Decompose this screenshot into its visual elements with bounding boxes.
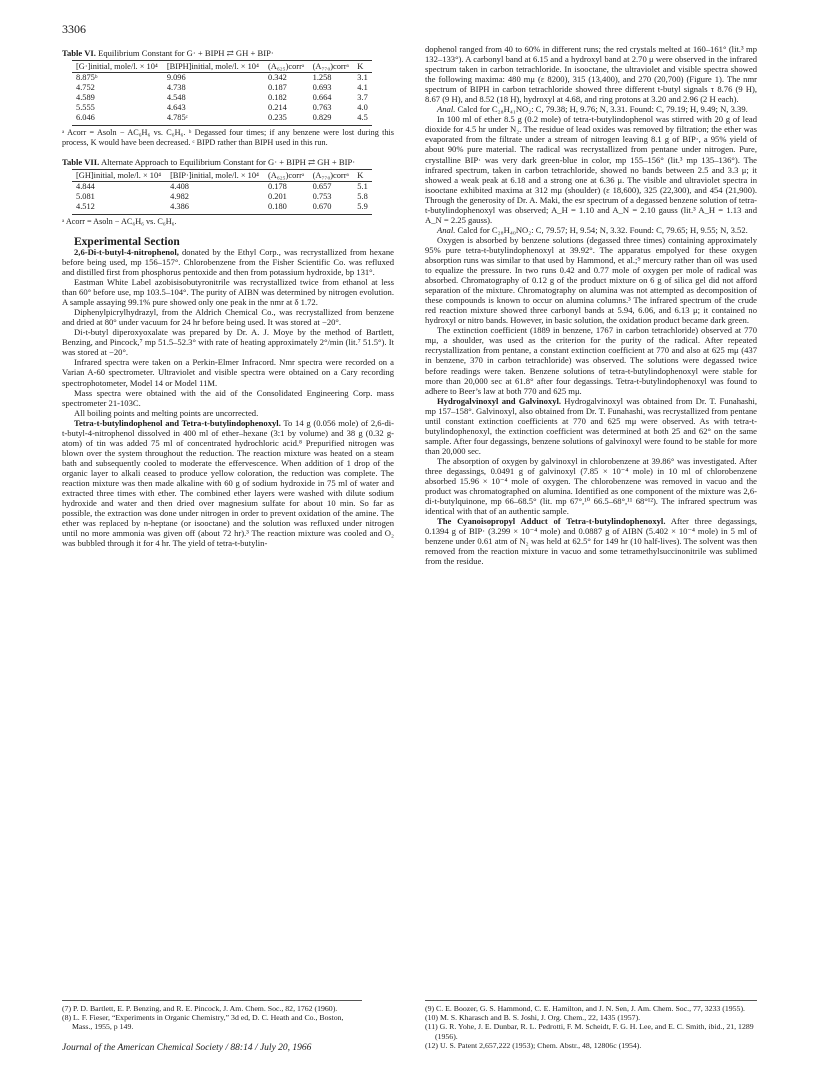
- reference: (7) P. D. Bartlett, E. P. Benzing, and R. E. Pincock, J. Am. Chem. Soc., 82, 1762 (1960).: [62, 1004, 338, 1013]
- table-cell: 4.0: [357, 103, 368, 113]
- reference: (12) U. S. Patent 2,657,222 (1953); Chem. Abstr., 48, 12806c (1954).: [425, 1040, 642, 1050]
- table-cell: 4.589: [76, 93, 95, 103]
- table-cell: 5.8: [357, 192, 368, 202]
- paragraph: [425, 225, 757, 235]
- table-cell: 4.785ᶜ: [163, 113, 264, 126]
- table-cell: 0.763: [312, 103, 332, 113]
- table-cell: 4.738: [166, 83, 186, 93]
- left-column: [62, 48, 394, 548]
- table-cell: 0.182: [268, 93, 287, 103]
- reference: (8) L. F. Fieser, “Experiments in Organic Chemistry,” 3d ed, D. C. Heath and Co., Boston, Mass., 1955, p 149.: [62, 1013, 344, 1032]
- table-cell: 0.187: [268, 83, 287, 93]
- table-cell: 0.664: [312, 93, 332, 103]
- paragraph-text: dophenol ranged from 40 to 60% in different runs; the red crystals melted at 160–161° (lit.³ mp 132–133°). A carbonyl band at 6.15 and a hydroxyl band at 2.70 μ were observed in the infrared spectrum taken in carbon tetrachloride. In isooctane, the ultraviolet and visible spectra showed the following maxima: 480 mμ (ε 8200), 315 (13,400), and 270 (20,700) (Figure 1). The nmr spectrum of BIPH in carbon tetrachloride showed three different t-butyl signals τ 8.76 (9 H), 8.67 (9 H), and 8.52 (18 H), hydroxyl at 4.68, and ring protons at 3.20 and 2.96 (2 H each).: [425, 44, 757, 105]
- paragraph-text: To 14 g (0.056 mole) of 2,6-di-t-butyl-4-nitrophenol dissolved in 400 ml of ether–hexane (3:1 by volume) and 38 g (0.32 g-atom) of tin was added 75 ml of concentrated hydrochloric acid.⁸ Prepurified nitrogen was blown over the system throughout the reduction. The reaction mixture was heated on a steam bath and subsequently cooled to moderate the effervescence. When addition of 1 drop of the organic layer to alkali ceased to produce yellow coloration, the reduction was complete. The reaction mixture was then made alkaline with 60 g of sodium hydroxide in 75 ml of water and extracted three times with ether. The combined ether layers were washed with dilute sodium hydroxide and water and then dried over magnesium sulfate for about 10 min. So far as possible, the extraction was done under nitrogen in order to prevent oxidation of the amine. The ether was replaced by n-heptane (or isooctane) and the solution was refluxed under nitrogen until no more ammonia was given off (about 72 hr).³ The reaction mixture was cooled and O₂ was bubbled through it for 4 hr. The yield of tetra-t-butylin-: [62, 417, 394, 549]
- table6: [72, 60, 372, 126]
- paragraph-text: Di-t-butyl diperoxyoxalate was prepared by Dr. A. J. Moye by the method of Bartlett, Benzing, and Pincock,⁷ mp 51.5–52.3° with rate of heating approximately 2°/min (lit.⁷ 51.5°). It was stored at −20°.: [62, 327, 394, 358]
- paragraph-heading: Tetra-t-butylindophenol and Tetra-t-butylindophenoxyl.: [74, 417, 281, 428]
- paragraph-text: The absorption of oxygen by galvinoxyl in chlorobenzene at 39.86° was investigated. After three degassings, 0.0491 g of galvinoxyl (7.85 × 10⁻⁴ mole) in 10 ml of chlorobenzene absorbed 15.96 × 10⁻⁴ mole of oxygen. The chlorobenzene was removed in vacuo and the product was chromatographed on alumina. Identified as one component of the mixture was 2,6-di-t-butylquinone, mp 66–68.5° (lit. mp 67°,¹⁰ 66.5–68°,¹¹ 68°¹²). The infrared spectrum was identical with that of an authentic sample.: [425, 455, 757, 517]
- table7-header-4: K: [353, 170, 372, 182]
- paragraph: [425, 396, 757, 456]
- paragraph: [62, 327, 394, 357]
- paragraph-text: Calcd for C₂₈H₄₁NO₂: C, 79.38; H, 9.76; N, 3.31. Found: C, 79.19; H, 9.49; N, 3.39.: [455, 104, 748, 115]
- table-cell: 5.081: [76, 192, 95, 202]
- table-cell: 5.1: [357, 182, 368, 192]
- reference: (11) G. R. Yohe, J. E. Dunbar, R. L. Pedrotti, F. M. Scheidt, F. G. H. Lee, and E. C. Smith, ibid., 21, 1289 (1956).: [425, 1022, 754, 1041]
- journal-footer: Journal of the American Chemical Society / 88:14 / July 20, 1966: [62, 1043, 312, 1053]
- table-row: [72, 73, 372, 84]
- paragraph: [62, 307, 394, 327]
- table-cell: 0.178: [268, 182, 287, 192]
- table-cell: 3.1: [357, 73, 368, 83]
- paragraph-heading: The Cyanoisopropyl Adduct of Tetra-t-butylindophenoxyl.: [437, 516, 666, 527]
- table-cell: 4.1: [357, 83, 368, 93]
- paragraph: [425, 104, 757, 114]
- table-cell: 0.342: [268, 73, 287, 83]
- paragraph: [62, 418, 394, 549]
- paragraph-text: In 100 ml of ether 8.5 g (0.2 mole) of tetra-t-butylindophenol was stirred with 20 g of lead dioxide for 4.5 hr under N₂. The residue of lead oxides was removed by filtration; the ether was evaporated from the filtrate under a stream of nitrogen leaving 8.1 g of BIP·, a 95% yield of about 90% pure material. The radical was recrystallized from pentane under nitrogen. Pure, crystalline BIP· was very dark green-blue in color, mp 155–156° (lit.³ mp 135–136°). The infrared spectrum, taken in carbon tetrachloride, showed no bands between 2.5 and 3.3 μ; it showed a weak peak at 6.18 and a strong one at 6.36 μ. The visible and ultraviolet spectra in isooctane exhibited maxima at 312 mμ (shoulder) (ε 18,600), 325 (22,300), and 454 (21,900). Through the generosity of Dr. A. Maki, the esr spectrum of a degassed benzene solution of tetra-t-butylindophenoxyl was observed; A_H = 1.10 and A_N = 2.10 gauss (lit.³ A_H = 1.13 and A_N = 2.25 gauss).: [425, 114, 757, 225]
- table6-header-4: K: [353, 61, 372, 73]
- table-cell: 0.829: [309, 113, 354, 126]
- paragraph: [425, 235, 757, 325]
- paragraph: [62, 408, 394, 418]
- table-row: [72, 182, 372, 193]
- table-cell: 0.201: [268, 192, 287, 202]
- table-cell: 4.386: [166, 202, 264, 215]
- paragraph-text: Eastman White Label azobisisobutyronitrile was recrystallized twice from ethanol at less than 60° before use, mp 103.5–104°. The purity of AIBN was determined by nitrogen evolution. A sample assaying 99.1% pure showed only one peak in the nmr at δ 1.72.: [62, 277, 394, 308]
- table-cell: 5.555: [76, 103, 95, 113]
- paragraph-text: Hydrogalvinoxyl was obtained from Dr. T. Funahashi, mp 157–158°. Galvinoxyl, also obtained from Dr. T. Funahashi, was recrystallized from pentane until constant extinction coefficients at 770 and 625 mμ were observed. As with tetra-t-butylindophenoxyl, the extinction coefficient was determined at both 25 and 62° on the same sample. After four degassings, benzene solutions of galvinoxyl were found to be stable for more than 20,000 sec.: [425, 395, 757, 456]
- table-cell: 3.7: [357, 93, 368, 103]
- table6-footnote: ᵃ Acorr = Asoln − AC₆H₆ vs. C₆H₆. ᵇ Degassed four times; if any benzene were lost during this process, K would have been decreased. ᶜ BIPD rather than BIPH used in this run.: [62, 128, 394, 147]
- table-cell: 0.753: [312, 192, 332, 202]
- table-cell: 8.875ᵇ: [76, 73, 98, 83]
- table-cell: 4.548: [166, 93, 186, 103]
- table-cell: 0.657: [312, 182, 332, 192]
- references-left: [62, 1000, 362, 1032]
- table6-header-3: (A₇₇₀)corrᵃ: [309, 61, 354, 73]
- table-cell: 0.180: [264, 202, 309, 215]
- paragraph-text: The extinction coefficient (1889 in benzene, 1767 in carbon tetrachloride) observed at 770 mμ, a shoulder, was used as the criterion for the purity of the radical. After repeated recrystallization from pentane, a constant extinction coefficient at 770 and also at 625 mμ (437 in benzene, 370 in carbon tetrachloride) was observed. The solutions were degassed twice before readings were taken. Benzene solutions of tetra-t-butylindophenoxyl were stable for more than 20,000 sec at 61.8° after four degassings. Tetra-t-butylindophenoxyl was found to adhere to Beer’s law at both 770 and 625 mμ.: [425, 325, 757, 396]
- reference: (9) C. E. Boozer, G. S. Hammond, C. E. Hamilton, and J. N. Sen, J. Am. Chem. Soc., 77, 3233 (1955).: [425, 1004, 745, 1013]
- left-body-text: [62, 247, 394, 548]
- table-row: [72, 113, 372, 126]
- table-row: [72, 93, 372, 103]
- table-cell: 4.643: [166, 103, 186, 113]
- paragraph: [425, 44, 757, 104]
- paragraph-text: Calcd for C₂₈H₄₀NO₂: C, 79.57; H, 9.54; N, 3.32. Found: C, 79.65; H, 9.55; N, 3.52.: [455, 224, 748, 235]
- table-cell: 5.9: [353, 202, 372, 215]
- table-cell: 4.512: [72, 202, 166, 215]
- paragraph-text: Infrared spectra were taken on a Perkin-Elmer Infracord. Nmr spectra were recorded on a Varian A-60 spectrometer. Ultraviolet and visible spectra were obtained on a Cary recording spectrophotometer, Model 14 or Model 11M.: [62, 357, 394, 388]
- paragraph: [425, 325, 757, 395]
- table7: [72, 169, 372, 215]
- table6-caption: Table VI. Equilibrium Constant for G· + BIPH ⇄ GH + BIP·: [62, 48, 274, 58]
- table-cell: 0.214: [268, 103, 287, 113]
- table-cell: 9.096: [166, 73, 186, 83]
- paragraph-text: donated by the Ethyl Corp., was recrystallized from hexane before being used, mp 156–157°. Chlorobenzene from the Fisher Scientific Co. was refluxed and distilled first from phosphorus pentoxide and then from potassium hydroxide, bp 131°.: [62, 246, 394, 278]
- paragraph: [62, 247, 394, 277]
- table7-header-1: [BIP·]initial, mole/l. × 10⁴: [166, 170, 264, 182]
- table6-header-1: [BIPH]initial, mole/l. × 10⁴: [163, 61, 264, 73]
- table-row: [72, 83, 372, 93]
- table-row: [72, 192, 372, 202]
- paragraph-text: After three degassings, 0.1394 g of BIP· (3.299 × 10⁻⁴ mole) and 0.0887 g of AIBN (5.402 × 10⁻⁴ mole) in 5 ml of benzene under 0.61 atm of N₂ was held at 62.5° for 149 hr (10 half-lives). The solvent was then removed from the reaction mixture in vacuo and some tetramethylsuccinonitrile was sublimed from the residue.: [425, 516, 757, 567]
- paragraph-text: Mass spectra were obtained with the aid of the Consolidated Engineering Corp. mass spectrometer 21-103C.: [62, 387, 394, 408]
- table-cell: 4.982: [170, 192, 189, 202]
- paragraph-text: Diphenylpicrylhydrazyl, from the Aldrich Chemical Co., was recrystallized from benzene and dried at 80° under vacuum for 24 hr before being used. It was stored at −20°.: [62, 307, 394, 328]
- paragraph-italic-lead: Anal.: [437, 224, 456, 235]
- reference: (10) M. S. Kharasch and B. S. Joshi, J. Org. Chem., 22, 1435 (1957).: [425, 1013, 641, 1023]
- table7-header-2: (A₆₂₅)corrᵃ: [264, 170, 309, 182]
- paragraph: [62, 357, 394, 387]
- right-body-text: [425, 44, 757, 566]
- table-row: [72, 103, 372, 113]
- table-cell: 0.235: [264, 113, 309, 126]
- table6-header-0: [G·]initial, mole/l. × 10⁴: [72, 61, 163, 73]
- paragraph: [62, 388, 394, 408]
- paragraph-heading: 2,6-Di-t-butyl-4-nitrophenol,: [74, 246, 179, 257]
- table-cell: 4.5: [353, 113, 372, 126]
- table-row: [72, 202, 372, 215]
- table-cell: 0.693: [312, 83, 332, 93]
- paragraph: [425, 516, 757, 566]
- paragraph-italic-lead: Anal.: [437, 104, 456, 115]
- table6-header-2: (A₆₂₅)corrᵃ: [264, 61, 309, 73]
- table-cell: 4.408: [170, 182, 189, 192]
- section-title: Experimental Section: [74, 235, 180, 248]
- table-cell: 1.258: [312, 73, 332, 83]
- paragraph-text: All boiling points and melting points are uncorrected.: [74, 407, 259, 418]
- table-cell: 4.844: [76, 182, 95, 192]
- table7-header-3: (A₇₇₀)corrᵃ: [309, 170, 354, 182]
- paragraph-text: Oxygen is absorbed by benzene solutions (degassed three times) containing approximately 95% pure tetra-t-butylindophenoxyl at 39.92°. The apparatus empolyed for these oxygen absorption runs was similar to that used by Hammond, et al.;⁹ mercury rather than oil was used to equalize the pressure. In two runs 0.42 and 0.77 mole of oxygen per mole of radical was absorbed. Chromatography of 0.12 g of the product mixture on 6 g of silica gel did not afford separation of the mixture. Chromatography on alumina was not attempted as decomposition of these compounds is known to occur on alumina columns.³ The infrared spectrum of the crude red reaction mixture showed three carbonyl bands at 5.94, 6.06, and 6.13 μ; it contained no hydroxyl or nitro bands. However, in basic solution, the oxidation product became dark green.: [425, 234, 757, 326]
- references-right: [425, 1000, 757, 1050]
- paragraph: [62, 277, 394, 307]
- paragraph: [425, 456, 757, 516]
- page-number: 3306: [62, 22, 86, 36]
- table7-header-0: [GH]initial, mole/l. × 10⁴: [72, 170, 166, 182]
- table-cell: 6.046: [72, 113, 163, 126]
- table-cell: 0.670: [309, 202, 354, 215]
- table-cell: 4.752: [76, 83, 95, 93]
- paragraph-heading: Hydrogalvinoxyl and Galvinoxyl.: [437, 395, 562, 406]
- paragraph: [425, 114, 757, 225]
- table7-caption: Table VII. Alternate Approach to Equilibrium Constant for G· + BIPH ⇄ GH + BIP·: [62, 157, 356, 168]
- right-column: [425, 44, 757, 566]
- table7-footnote: ᵃ Acorr = Asoln − AC₆H₆ vs. C₆H₆.: [62, 217, 177, 227]
